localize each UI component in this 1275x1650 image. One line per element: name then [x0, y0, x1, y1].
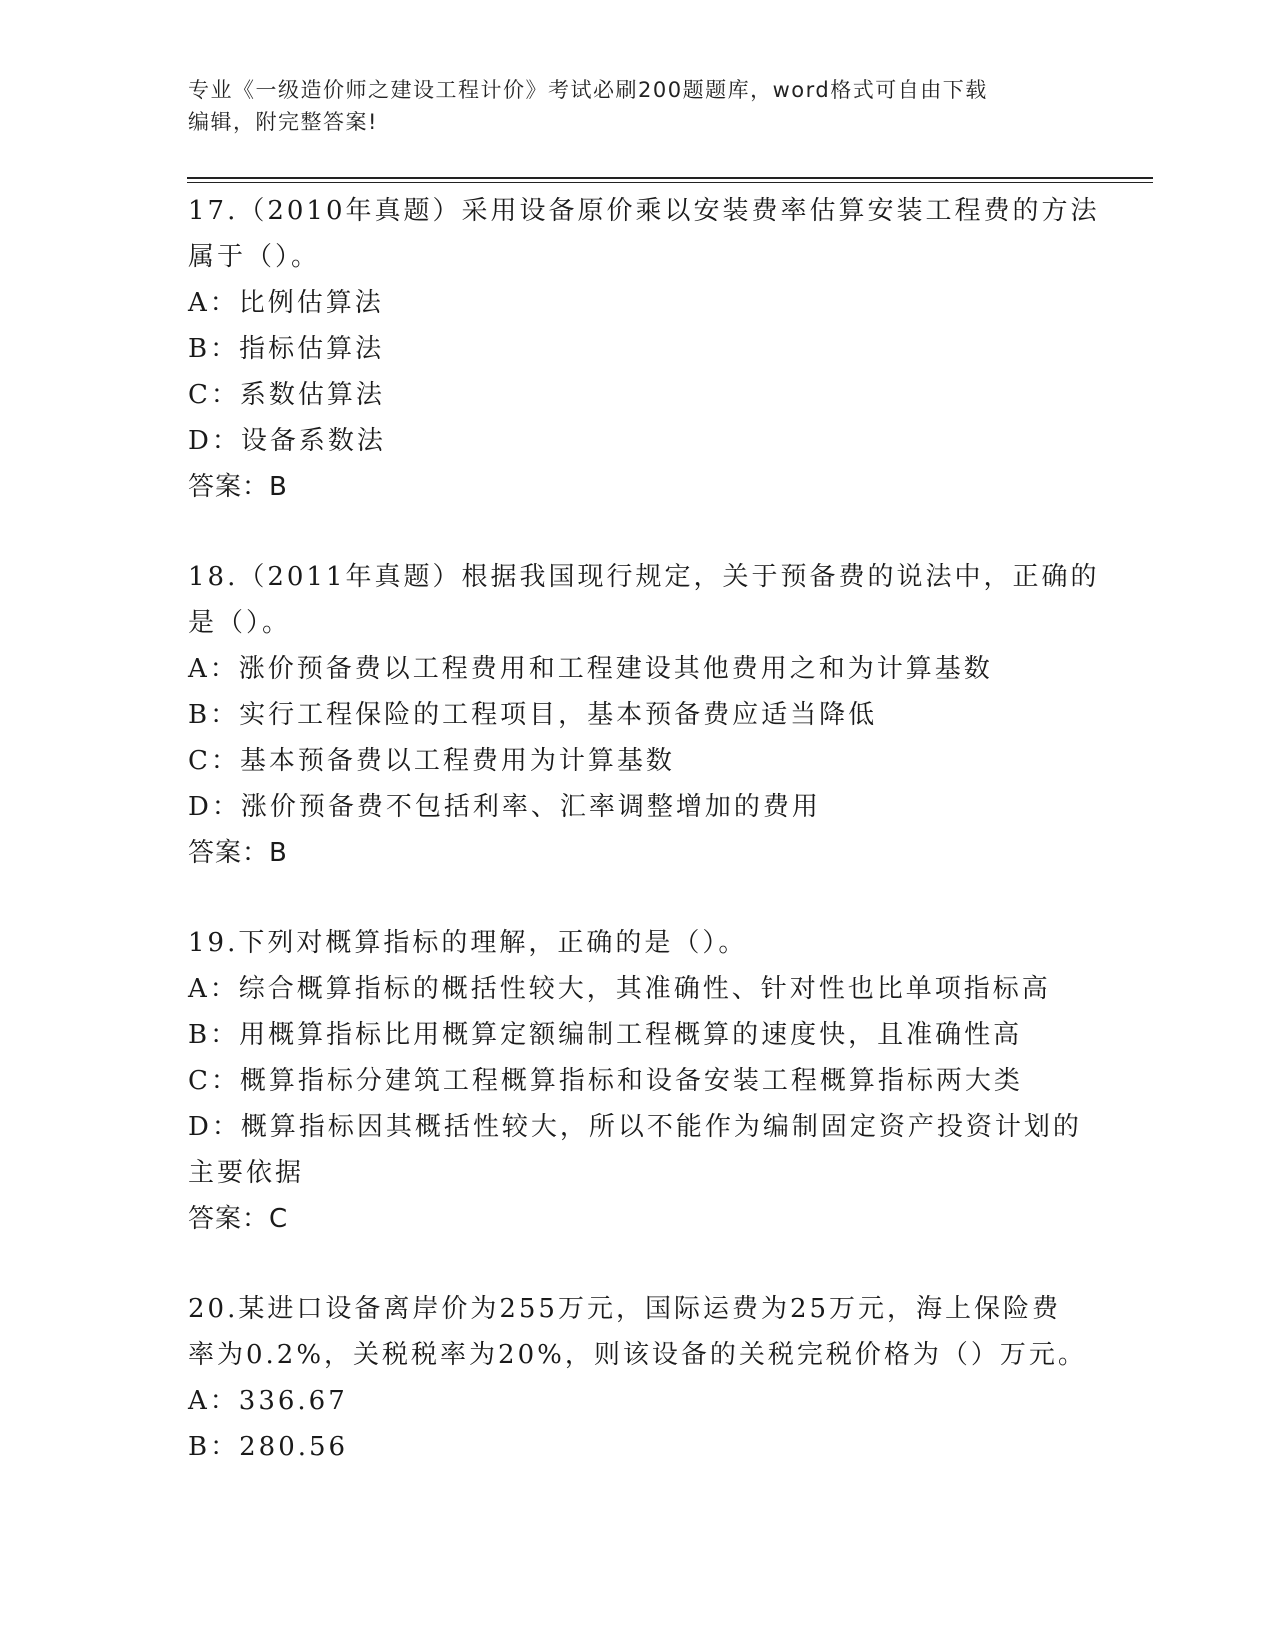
- option-c: C：概算指标分建筑工程概算指标和设备安装工程概算指标两大类: [188, 1066, 1023, 1096]
- answer-label: 答案：B: [188, 838, 288, 868]
- header-divider-thick: [187, 177, 1153, 179]
- option-b: B：实行工程保险的工程项目，基本预备费应适当降低: [188, 700, 878, 730]
- header-divider-thin: [187, 182, 1153, 183]
- option-b: B：用概算指标比用概算定额编制工程概算的速度快，且准确性高: [188, 1020, 1023, 1050]
- question-stem-line: 属于（）。: [188, 242, 321, 272]
- option-b: B：指标估算法: [188, 334, 385, 364]
- option-d: D：涨价预备费不包括利率、汇率调整增加的费用: [188, 792, 821, 822]
- spacer: [188, 876, 1088, 920]
- question-20: [188, 1286, 1088, 1470]
- question-stem-line: 19.下列对概算指标的理解，正确的是（）。: [188, 928, 748, 958]
- spacer: [188, 510, 1088, 554]
- question-list: [188, 188, 1100, 1470]
- document-header: [188, 74, 1088, 138]
- option-c: C：系数估算法: [188, 380, 385, 410]
- option-c: C：基本预备费以工程费用为计算基数: [188, 746, 675, 776]
- header-line-1: 专业《一级造价师之建设工程计价》考试必刷200题题库，word格式可自由下载: [188, 78, 988, 102]
- question-stem-line: 18.（2011年真题）根据我国现行规定，关于预备费的说法中，正确的: [188, 562, 1100, 592]
- question-stem-line: 率为0.2%，关税税率为20%，则该设备的关税完税价格为（）万元。: [188, 1340, 1087, 1370]
- option-b: B：280.56: [188, 1432, 349, 1462]
- option-d: D：设备系数法: [188, 426, 386, 456]
- option-d-continuation: 主要依据: [188, 1158, 305, 1188]
- answer-label: 答案：B: [188, 472, 288, 502]
- option-a: A：336.67: [188, 1386, 348, 1416]
- question-18: [188, 554, 1100, 876]
- header-line-2: 编辑，附完整答案!: [188, 110, 378, 134]
- question-stem-line: 是（）。: [188, 608, 292, 638]
- option-a: A：综合概算指标的概括性较大，其准确性、针对性也比单项指标高: [188, 974, 1051, 1004]
- option-a: A：比例估算法: [188, 288, 384, 318]
- option-d: D：概算指标因其概括性较大，所以不能作为编制固定资产投资计划的: [188, 1112, 1082, 1142]
- question-stem-line: 17.（2010年真题）采用设备原价乘以安装费率估算安装工程费的方法: [188, 196, 1100, 226]
- option-a: A：涨价预备费以工程费用和工程建设其他费用之和为计算基数: [188, 654, 993, 684]
- spacer: [188, 1242, 1088, 1286]
- question-17: [188, 188, 1100, 510]
- answer-label: 答案：C: [188, 1204, 289, 1234]
- question-19: [188, 920, 1088, 1242]
- question-stem-line: 20.某进口设备离岸价为255万元，国际运费为25万元，海上保险费: [188, 1294, 1062, 1324]
